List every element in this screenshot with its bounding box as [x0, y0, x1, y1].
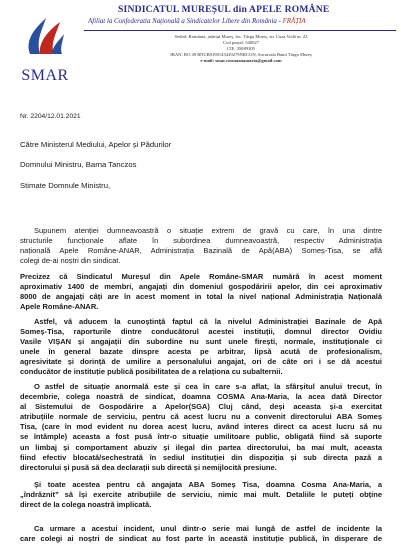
text-line: structurile funcționale aflate în subordinea dumneavoastră, respectiv Administrația	[20, 236, 382, 246]
text-line: 8000 de angajați câți are în acest moment in total la nivel național Administrația Națională	[20, 292, 382, 302]
body-paragraph-5	[20, 480, 382, 510]
text-line: colegi de-ai noștri din sindicat.	[20, 256, 121, 266]
text-line: O astfel de situație anormală este și cea în care s-a aflat, la sfârșitul anului trecut, în	[34, 382, 382, 391]
text-line: directorului și pusă să dea declarații sub directă și nemijlocită presiune.	[20, 462, 277, 472]
text-line: direct de la colega noastră implicată.	[20, 500, 152, 510]
text-line: Astfel, vă aducem la cunoștință faptul că la nivelul Administrației Bazinale de Apă	[34, 317, 382, 326]
text-line: Tisa, (care în mod evident nu dorea acest lucru, având interes direct ca acest lucru să nu	[20, 422, 382, 432]
recipient-minister: Domnului Ministru, Barna Tanczos	[20, 160, 137, 169]
body-paragraph-4	[20, 382, 382, 473]
salutation: Stimate Domnule Ministru,	[20, 181, 111, 190]
text-line: agresivitate și dorință de umilire a personalului angajat, ori de câte ori i se dă acestui	[20, 357, 382, 367]
text-line: Supunem atenției dumneavoastră o situație extrem de gravă cu care, în una dintre	[34, 226, 382, 235]
text-line: unele în general bazate dinspre acesta pe arbitrar, lipsă acută de profesionalism,	[20, 347, 382, 357]
header-divider	[84, 30, 396, 31]
logo-wordmark: SMAR	[21, 67, 69, 84]
contact-cif: CIF: 35089305	[227, 46, 255, 51]
body-paragraph-1	[20, 226, 382, 266]
contact-address: Sediul: România, județul Mureș, loc. Târgu Mureș, str. Cuza Vodă nr. 22	[174, 34, 308, 39]
contact-iban: IBAN: RO 49 RNCB0190145429279NRCON, Sucursala Banii Târgu Mureș	[170, 52, 312, 57]
body-paragraph-3	[20, 317, 382, 378]
text-line: care colegi ai noștri de sindicat au fost parte în această instituție publică, în disperare de	[20, 534, 382, 544]
body-paragraph-2	[20, 272, 382, 312]
registration-number: Nr. 2204/12.01.2021	[20, 113, 81, 120]
text-line: aproximativ 1400 de membri, angajați din domeniul gospodăririi apelor, din cei aproximativ	[20, 282, 382, 292]
text-line: un limbaj și comportament abuziv și ilegal din partea directorului, ba mai mult, aceasta	[20, 442, 382, 452]
text-line: Ca urmare a acestui incident, unul dintr-o serie mai lungă de astfel de incidente la	[34, 524, 382, 533]
text-line: națională Apele Române-ANAR, Administrația Bazinală de Apă(ABA) Someș-Tisa, se află	[20, 246, 382, 256]
text-line: Precizez că Sindicatul Mureșul din Apele Române-SMAR numără în acest moment	[20, 272, 382, 281]
text-line: Apele Române-ANAR.	[20, 302, 99, 312]
text-line: conducător de instituție publică posibilitatea de a relaționa cu subalternii.	[20, 367, 283, 377]
recipient-ministry: Către Ministerul Mediului, Apelor și Pădurilor	[20, 140, 172, 149]
org-affiliation: Afiliat la Confederatia Națională a Sindicatelor Libere din România - FRĂȚIA	[88, 18, 306, 25]
text-line: Și toate acestea pentru că angajata ABA Someș Tisa, doamna Cosma Ana-Maria, a	[34, 480, 382, 489]
text-line: se întâmple) aceasta a fost pusă într-o situație umilitoare public, obligată fiind să suporte	[20, 432, 382, 442]
text-line: fiind efectiv blocată/sechestrată în sediul instituției din dispoziția și sub directa pază a	[20, 452, 382, 462]
body-paragraph-6	[20, 524, 382, 544]
text-line: Vasile VIȘAN și angajații din subordine nu sunt unele firești, normale, instituționale ci	[20, 337, 382, 347]
contact-postal-code: Cod poștal: 540027	[223, 40, 259, 45]
text-line: decembrie, colega noastră de sindicat, doamna COSMA Ana-Maria, la acea dată Director	[20, 392, 382, 402]
text-line: Someș-Tisa, raporturile dintre conducătorul acestei instituții, domnul director Ovidiu	[20, 327, 382, 337]
org-title: SINDICATUL MUREȘUL din APELE ROMÂNE	[118, 4, 330, 15]
text-line: atribuțiile normale de serviciu, pentru că acest lucru nu a convenit directorului ABA Someș	[20, 412, 382, 422]
confederation-name: FRĂȚIA	[282, 18, 306, 25]
text-line: „îndrăznit” să își exercite atribuțiile de serviciu, nimic mai mult. Detaliile le puteți obține	[20, 490, 382, 500]
contact-email: e-mail: smar.cosmaanamaria@gmail.com	[200, 58, 282, 63]
smar-logo	[16, 14, 74, 88]
text-line: al Sistemului de Gospodărire a Apelor(SGA) Cluj când, deși aceasta și-a exercitat	[20, 402, 382, 412]
